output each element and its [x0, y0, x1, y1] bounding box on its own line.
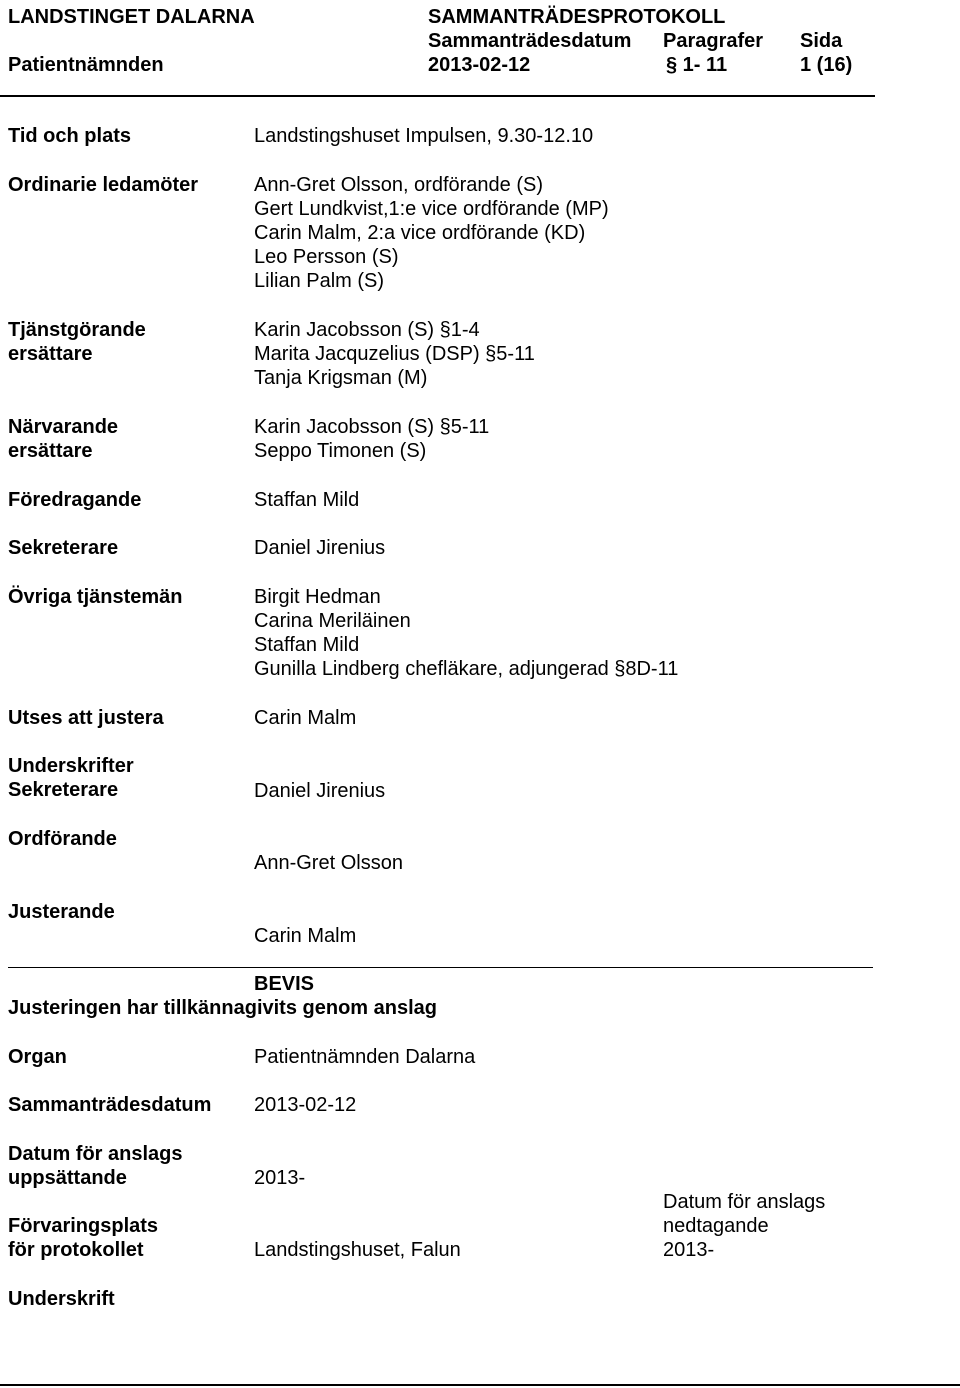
storage-value: Landstingshuset, Falun [254, 1239, 461, 1261]
posting-value: 2013- [254, 1167, 306, 1189]
present-subs-list [254, 415, 489, 463]
signature-secretary-name: Daniel Jirenius [254, 780, 386, 802]
signature-secretary-label: Sekreterare [8, 779, 119, 801]
presenter-label: Föredragande [8, 489, 142, 511]
organ-value: Patientnämnden Dalarna [254, 1046, 476, 1068]
certificate-divider [8, 967, 873, 968]
present-subs-label: Närvarande [8, 416, 119, 438]
presenter-value: Staffan Mild [254, 489, 360, 511]
member-name: Gert Lundkvist,1:e vice ordförande (MP) [254, 198, 609, 220]
substitute-name: Marita Jacquzelius (DSP) §5-11 [254, 343, 535, 365]
doc-type: SAMMANTRÄDESPROTOKOLL [428, 6, 726, 28]
date-value: 2013-02-12 [428, 54, 531, 76]
signature-chair-label: Ordförande [8, 828, 117, 850]
substitute-name: Karin Jacobsson (S) §1-4 [254, 319, 480, 341]
official-name: Birgit Hedman [254, 586, 381, 608]
time-place-label: Tid och plats [8, 125, 131, 147]
org-name: LANDSTINGET DALARNA [8, 6, 255, 28]
paragraphs-label: Paragrafer [663, 30, 764, 52]
other-officials-label: Övriga tjänstemän [8, 586, 183, 608]
member-name: Carin Malm, 2:a vice ordförande (KD) [254, 222, 586, 244]
present-subs-label-2: ersättare [8, 440, 93, 462]
paragraphs-value: § 1- 11 [666, 54, 728, 76]
other-officials-list [254, 585, 678, 681]
official-name: Gunilla Lindberg chefläkare, adjungerad §8D-11 [254, 658, 679, 680]
date-label: Sammanträdesdatum [428, 30, 632, 52]
posting-label-2: uppsättande [8, 1167, 127, 1189]
serving-subs-label-2: ersättare [8, 343, 93, 365]
serving-subs-list [254, 318, 535, 390]
header-divider [0, 95, 875, 97]
signature-adjuster-name: Carin Malm [254, 925, 357, 947]
certificate-date-label: Sammanträdesdatum [8, 1094, 212, 1116]
members-label: Ordinarie ledamöter [8, 174, 199, 196]
adjuster-label: Utses att justera [8, 707, 164, 729]
serving-subs-label: Tjänstgörande [8, 319, 146, 341]
adjuster-value: Carin Malm [254, 707, 357, 729]
official-name: Carina Meriläinen [254, 610, 411, 632]
time-place-value: Landstingshuset Impulsen, 9.30-12.10 [254, 125, 594, 147]
signature-label: Underskrift [8, 1288, 115, 1310]
members-list [254, 173, 609, 293]
removal-value: 2013- [663, 1239, 715, 1261]
organ-label: Organ [8, 1046, 67, 1068]
page-value: 1 (16) [800, 54, 853, 76]
posting-label: Datum för anslags [8, 1143, 183, 1165]
member-name: Leo Persson (S) [254, 246, 399, 268]
official-name: Staffan Mild [254, 634, 360, 656]
signature-chair-name: Ann-Gret Olsson [254, 852, 403, 874]
member-name: Ann-Gret Olsson, ordförande (S) [254, 174, 544, 196]
removal-label-2: nedtagande [663, 1215, 769, 1237]
storage-label-2: för protokollet [8, 1239, 144, 1261]
signature-adjuster-label: Justerande [8, 901, 115, 923]
secretary-label: Sekreterare [8, 537, 119, 559]
secretary-value: Daniel Jirenius [254, 537, 386, 559]
certificate-title: BEVIS [254, 973, 315, 995]
substitute-name: Seppo Timonen (S) [254, 440, 427, 462]
certificate-date-value: 2013-02-12 [254, 1094, 357, 1116]
substitute-name: Tanja Krigsman (M) [254, 367, 428, 389]
substitute-name: Karin Jacobsson (S) §5-11 [254, 416, 490, 438]
committee-name: Patientnämnden [8, 54, 164, 76]
member-name: Lilian Palm (S) [254, 270, 385, 292]
signatures-heading: Underskrifter [8, 755, 134, 777]
page-label: Sida [800, 30, 843, 52]
footer-line [0, 1384, 960, 1386]
certificate-subtitle: Justeringen har tillkännagivits genom anslag [8, 997, 437, 1019]
storage-label: Förvaringsplats [8, 1215, 159, 1237]
removal-label: Datum för anslags [663, 1191, 826, 1213]
